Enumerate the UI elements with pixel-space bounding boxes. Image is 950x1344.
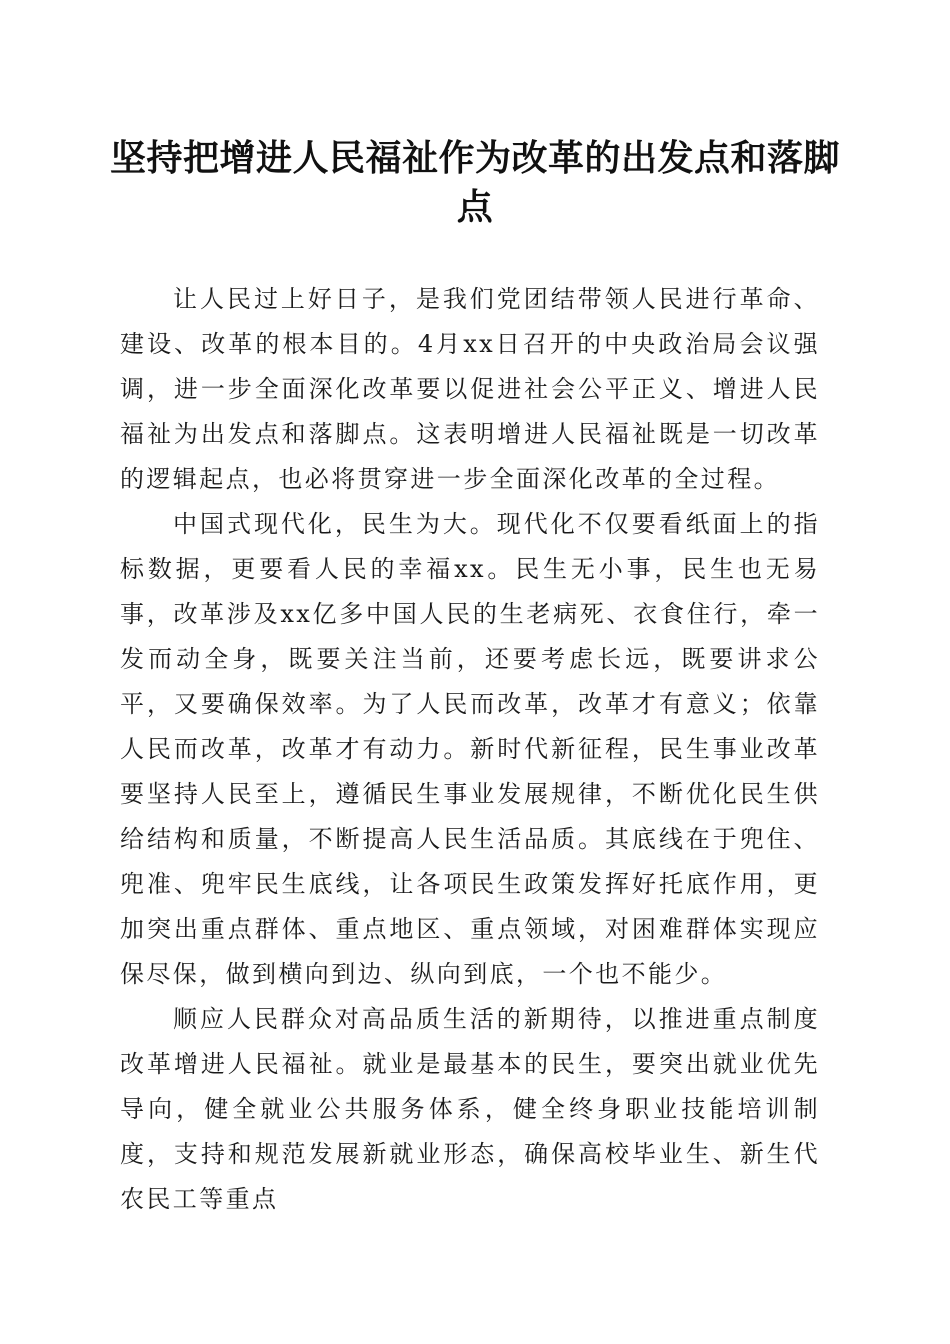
document-title: 坚持把增进人民福祉作为改革的出发点和落脚点 xyxy=(110,137,841,228)
paragraph-3: 顺应人民群众对高品质生活的新期待，以推进重点制度改革增进人民福祉。就业是最基本的民生，要突出就业优先导向，健全就业公共服务体系，健全终身职业技能培训制度，支持和规范发展新就业形态，确保高校毕业生、新生代农民工等重点 xyxy=(120,1005,820,1213)
paragraph-2: 中国式现代化，民生为大。现代化不仅要看纸面上的指标数据，更要看人民的幸福xx。民生无小事，民生也无易事，改革涉及xx亿多中国人民的生老病死、衣食住行，牵一发而动全身，既要关注当前，还要考虑长远，既要讲求公平，又要确保效率。为了人民而改革，改革才有意义；依靠人民而改革，改革才有动力。新时代新征程，民生事业改革要坚持人民至上，遵循民生事业发展规律，不断优化民生供给结构和质量，不断提高人民生活品质。其底线在于兜住、兜准、兜牢民生底线，让各项民生政策发挥好托底作用，更加突出重点群体、重点地区、重点领域，对困难群体实现应保尽保，做到横向到边、纵向到底，一个也不能少。 xyxy=(120,510,820,988)
paragraph-1: 让人民过上好日子，是我们党团结带领人民进行革命、建设、改革的根本目的。4月xx日召开的中央政治局会议强调，进一步全面深化改革要以促进社会公平正义、增进人民福祉为出发点和落脚点。这表明增进人民福祉既是一切改革的逻辑起点，也必将贯穿进一步全面深化改革的全过程。 xyxy=(120,285,820,493)
document-body xyxy=(120,277,820,1222)
